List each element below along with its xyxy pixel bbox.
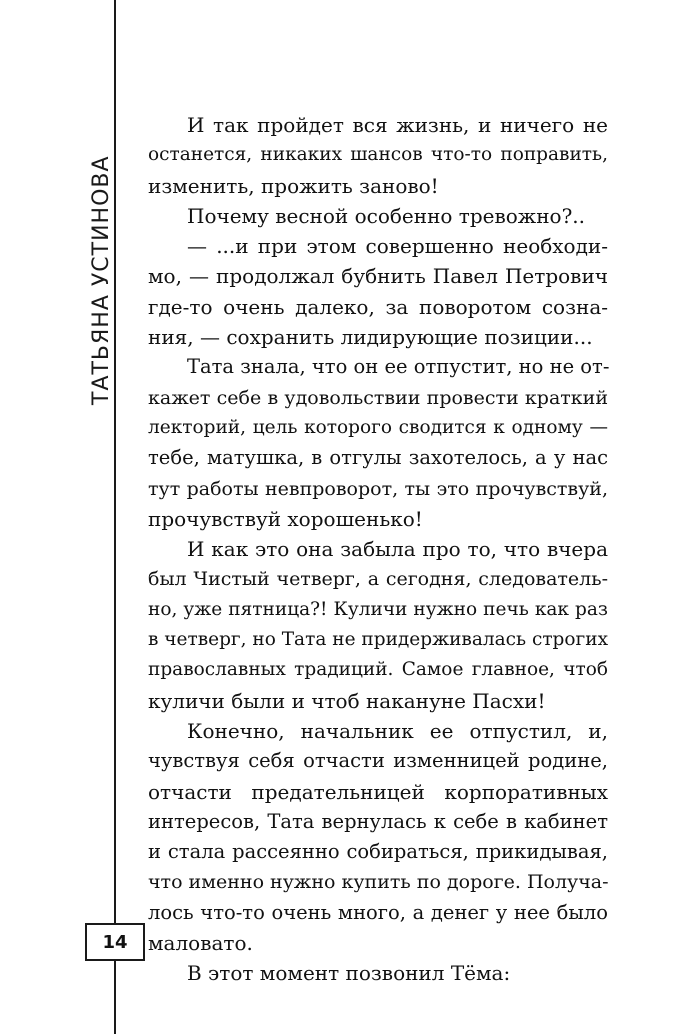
text-line: и стала рассеянно собираться, прикидывая, [148,840,608,864]
text-line: В этот момент позвонил Тёма: [187,961,511,986]
text-line: куличи были и чтоб накануне Пасхи! [148,688,546,713]
text-line: тебе, матушка, в отгулы захотелось, а у нас [148,446,608,470]
text-line: прочувствуй хорошенько! [148,506,423,531]
running-head: ТАТЬЯНА УСТИНОВА [89,155,114,405]
margin-rule [114,0,116,1034]
page-number: 14 [102,931,128,953]
text-line: изменить, прожить заново! [148,173,439,198]
text-line: тут работы невпроворот, ты это прочувствуй, [148,477,608,500]
text-line: лось что-то очень много, а денег у нее было [148,900,608,924]
text-line: где-то очень далеко, за поворотом созна- [148,294,608,319]
text-line: — ...и при этом совершенно необходи- [187,234,608,259]
text-line: ния, — сохранить лидирующие позиции... [148,325,593,350]
text-line: Почему весной особенно тревожно?.. [187,203,586,228]
text-line: Тата знала, что он ее отпустит, но не от- [187,355,610,379]
text-line: лекторий, цель которого сводится к одному — [148,416,608,438]
text-line: останется, никаких шансов что-то поправить, [148,144,608,166]
text-line: И как это она забыла про то, что вчера [187,537,608,562]
text-line: интересов, Тата вернулась к себе в кабинет [148,809,608,833]
text-line: что именно нужно купить по дороге. Получа- [148,871,609,894]
text-line: кажет себе в удовольствии провести краткий [148,386,608,409]
text-line: но, уже пятница?! Куличи нужно печь как раз [148,598,608,620]
text-line: мо, — продолжал бубнить Павел Петрович [148,264,608,289]
text-line: Конечно, начальник ее отпустил, и, [187,718,608,743]
text-line: отчасти предательницей корпоративных [148,779,608,804]
text-line: маловато. [148,931,253,956]
text-line: в четверг, но Тата не придерживалась строгих [148,629,608,651]
page-number-box [85,923,145,961]
text-line: православных традиций. Самое главное, чтоб [148,659,608,681]
text-line: был Чистый четверг, а сегодня, следователь- [148,568,608,591]
text-line: чувствуя себя отчасти изменницей родине, [148,749,608,773]
body-text [148,110,608,989]
text-line: И так пройдет вся жизнь, и ничего не [187,113,608,137]
